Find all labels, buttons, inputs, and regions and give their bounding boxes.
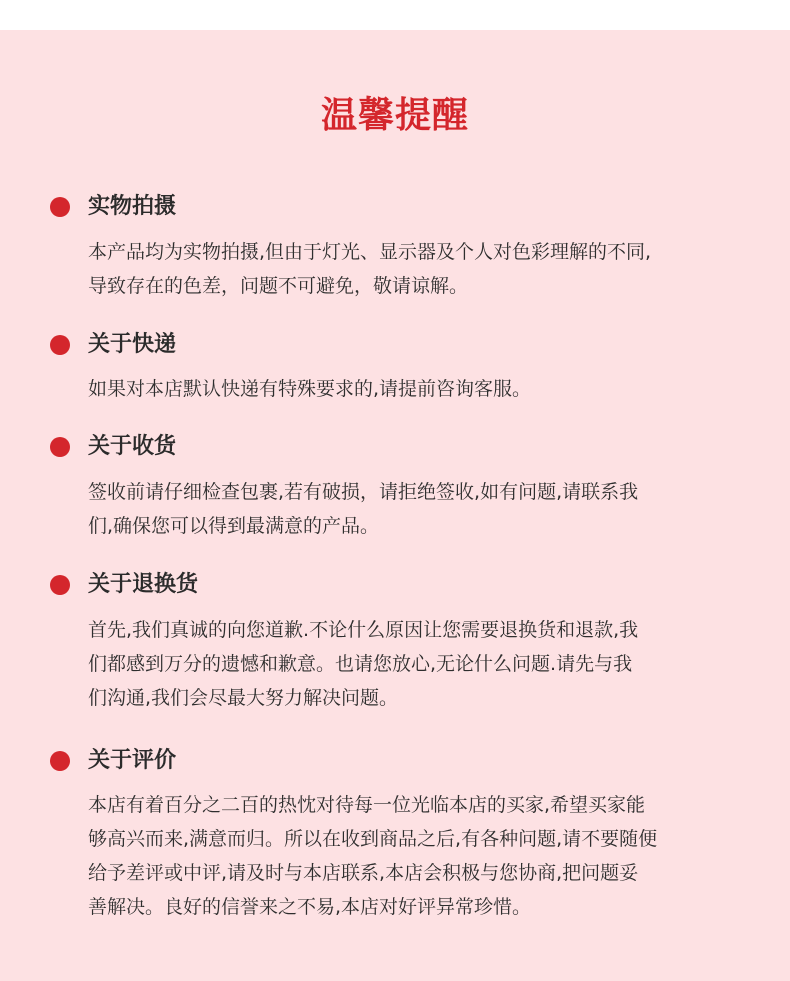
body-line: 们都感到万分的遗憾和歉意。也请您放心,无论什么问题.请先与我 xyxy=(88,653,633,675)
section-heading: 关于快递 xyxy=(88,332,177,357)
red-dot-icon xyxy=(50,197,70,217)
section-body xyxy=(88,613,728,715)
section-body xyxy=(88,475,728,543)
body-line: 够高兴而来,满意而归。所以在收到商品之后,有各种问题,请不要随便 xyxy=(88,828,658,850)
section-body xyxy=(88,235,728,303)
body-line: 给予差评或中评,请及时与本店联系,本店会积极与您协商,把问题妥 xyxy=(88,862,639,884)
body-line: 签收前请仔细检查包裹,若有破损，请拒绝签收,如有问题,请联系我 xyxy=(88,481,639,503)
section-body xyxy=(88,788,728,924)
section-body xyxy=(88,372,728,406)
body-line: 导致存在的色差，问题不可避免，敬请谅解。 xyxy=(88,275,469,297)
red-dot-icon xyxy=(50,437,70,457)
section-heading: 关于收货 xyxy=(88,434,177,459)
red-dot-icon xyxy=(50,335,70,355)
red-dot-icon xyxy=(50,751,70,771)
body-line: 本店有着百分之二百的热忱对待每一位光临本店的买家,希望买家能 xyxy=(88,794,646,816)
body-line: 如果对本店默认快递有特殊要求的,请提前咨询客服。 xyxy=(88,378,532,400)
body-line: 们,确保您可以得到最满意的产品。 xyxy=(88,515,380,537)
body-line: 善解决。良好的信誉来之不易,本店对好评异常珍惜。 xyxy=(88,896,532,918)
body-line: 本产品均为实物拍摄,但由于灯光、显示器及个人对色彩理解的不同, xyxy=(88,241,652,263)
body-line: 们沟通,我们会尽最大努力解决问题。 xyxy=(88,687,399,709)
section-heading: 关于评价 xyxy=(88,748,177,773)
section-heading: 关于退换货 xyxy=(88,572,199,597)
section-heading: 实物拍摄 xyxy=(88,194,177,219)
red-dot-icon xyxy=(50,575,70,595)
body-line: 首先,我们真诚的向您道歉.不论什么原因让您需要退换货和退款,我 xyxy=(88,619,639,641)
page-title: 温馨提醒 xyxy=(320,95,469,136)
